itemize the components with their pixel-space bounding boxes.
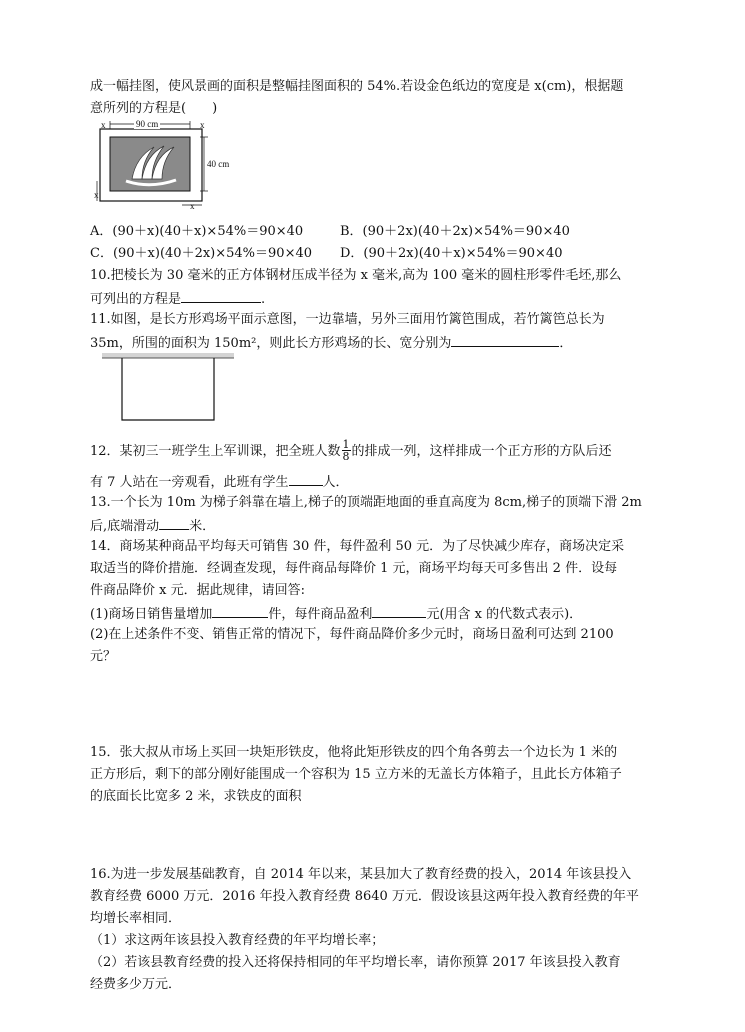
q12-line-1: [90, 440, 612, 463]
q11-text: 35m，所围的面积为 150m²，则此长方形鸡场的长、宽分别为: [90, 336, 452, 351]
q11-line-1: 11.如图，是长方形鸡场平面示意图，一边靠墙，另外三面用竹篱笆围成，若竹篱笆总长为: [90, 312, 605, 327]
q9-line-1: 成一幅挂图，使风景画的面积是整幅挂图面积的 54%.若设金色纸边的宽度是 x(cm)，根据题: [90, 79, 624, 94]
chicken-yard-diagram: [100, 352, 236, 424]
answer-blank: [212, 604, 268, 618]
q9-line-2: 意所列的方程是( ): [90, 101, 218, 116]
answer-blank: [289, 472, 323, 486]
q15-line-2: 正方形后，剩下的部分刚好能围成一个容积为 15 立方米的无盖长方体箱子，且此长方体箱子: [90, 767, 622, 782]
x-label-top-left: x: [101, 120, 106, 130]
q12-text-a: 12．某初三一班学生上军训课，把全班人数: [90, 444, 341, 459]
q16-sub-1: （1）求这两年该县投入教育经费的年平均增长率；: [90, 933, 385, 948]
q13-line-1: 13.一个长为 10m 为梯子斜靠在墙上,梯子的顶端距地面的垂直高度为 8cm,梯子的顶端下滑 2m: [90, 495, 642, 510]
q15-line-3: 的底面长比宽多 2 米，求铁皮的面积: [90, 789, 302, 804]
q16-line-2: 教育经费 6000 万元．2016 年投入教育经费 8640 万元．假设该县这两年投入教育经费的年平: [90, 889, 639, 904]
q12-text-c: 有 7 人站在一旁观看，此班有学生: [90, 475, 289, 490]
q14-line-1: 14．商场某种商品平均每天可销售 30 件，每件盈利 50 元．为了尽快减少库存，商场决定采: [90, 539, 625, 554]
q14-sub1-text-a: (1)商场日销售量增加: [90, 607, 213, 622]
q13-text-a: 后,底端滑动: [90, 519, 160, 534]
fraction-one-eighth: [342, 439, 351, 462]
q10-text: 可列出的方程是: [90, 292, 182, 307]
q10-line-1: 10.把棱长为 30 毫米的正方体钢材压成半径为 x 毫米,高为 100 毫米的圆柱形零件毛坯,那么: [90, 268, 622, 283]
q14-sub1-text-c: 元(用含 x 的代数式表示)．: [426, 607, 583, 622]
q10-line-2: 可列出的方程是 .: [90, 289, 265, 309]
q9-option-c: C．(90＋x)(40＋2x)×54%＝90×40: [90, 246, 313, 261]
q13-line-2: [90, 516, 215, 536]
fraction-numerator: 1: [342, 438, 350, 451]
q11-line-2: 35m，所围的面积为 150m²，则此长方形鸡场的长、宽分别为 ．: [90, 333, 572, 353]
q14-sub-2: (2)在上述条件不变、销售正常的情况下，每件商品降价多少元时，商场日盈利可达到 2100: [90, 627, 614, 642]
q16-sub-2-cont: 经费多少万元．: [90, 977, 182, 992]
width-label: 90 cm: [136, 119, 159, 129]
answer-blank: [181, 289, 261, 303]
q9-option-b: B．(90＋2x)(40＋2x)×54%＝90×40: [340, 224, 570, 239]
q9-option-d: D．(90＋2x)(40＋x)×54%＝90×40: [340, 246, 563, 261]
fraction-denominator: 8: [342, 450, 350, 463]
x-label-top-right: x: [200, 120, 205, 130]
q16-line-3: 均增长率相同．: [90, 911, 182, 926]
q14-line-3: 件商品降价 x 元．据此规律，请回答:: [90, 583, 305, 598]
q12-text-b: 的排成一列，这样排成一个正方形的方队后还: [351, 444, 612, 459]
q14-sub-2-cont: 元？: [90, 649, 117, 664]
answer-blank: [372, 604, 426, 618]
answer-blank: [451, 333, 559, 347]
x-label-bottom-right: x: [190, 201, 195, 211]
q16-sub-2: （2）若该县教育经费的投入还将保持相同的年平均增长率，请你预算 2017 年该县投入教育: [90, 955, 621, 970]
q13-text-b: 米．: [189, 519, 216, 534]
x-label-bottom-left: x: [94, 190, 99, 200]
q14-sub-1: [90, 604, 582, 624]
q16-line-1: 16.为进一步发展基础教育，自 2014 年以来，某县加大了教育经费的投入，2014 年该县投入: [90, 867, 632, 882]
q15-line-1: 15．张大叔从市场上买回一块矩形铁皮，他将此矩形铁皮的四个角各剪去一个边长为 1 米的: [90, 745, 618, 760]
q9-option-a: A．(90＋x)(40＋x)×54%＝90×40: [90, 224, 304, 239]
q12-line-2: [90, 472, 349, 492]
height-label: 40 cm: [207, 159, 230, 169]
q14-sub1-text-b: 件，每件商品盈利: [268, 607, 373, 622]
q12-text-d: 人．: [322, 475, 349, 490]
q14-line-2: 取适当的降价措施．经调查发现，每件商品每降价 1 元，商场平均每天可多售出 2 件．设每: [90, 561, 618, 576]
answer-blank: [159, 516, 189, 530]
